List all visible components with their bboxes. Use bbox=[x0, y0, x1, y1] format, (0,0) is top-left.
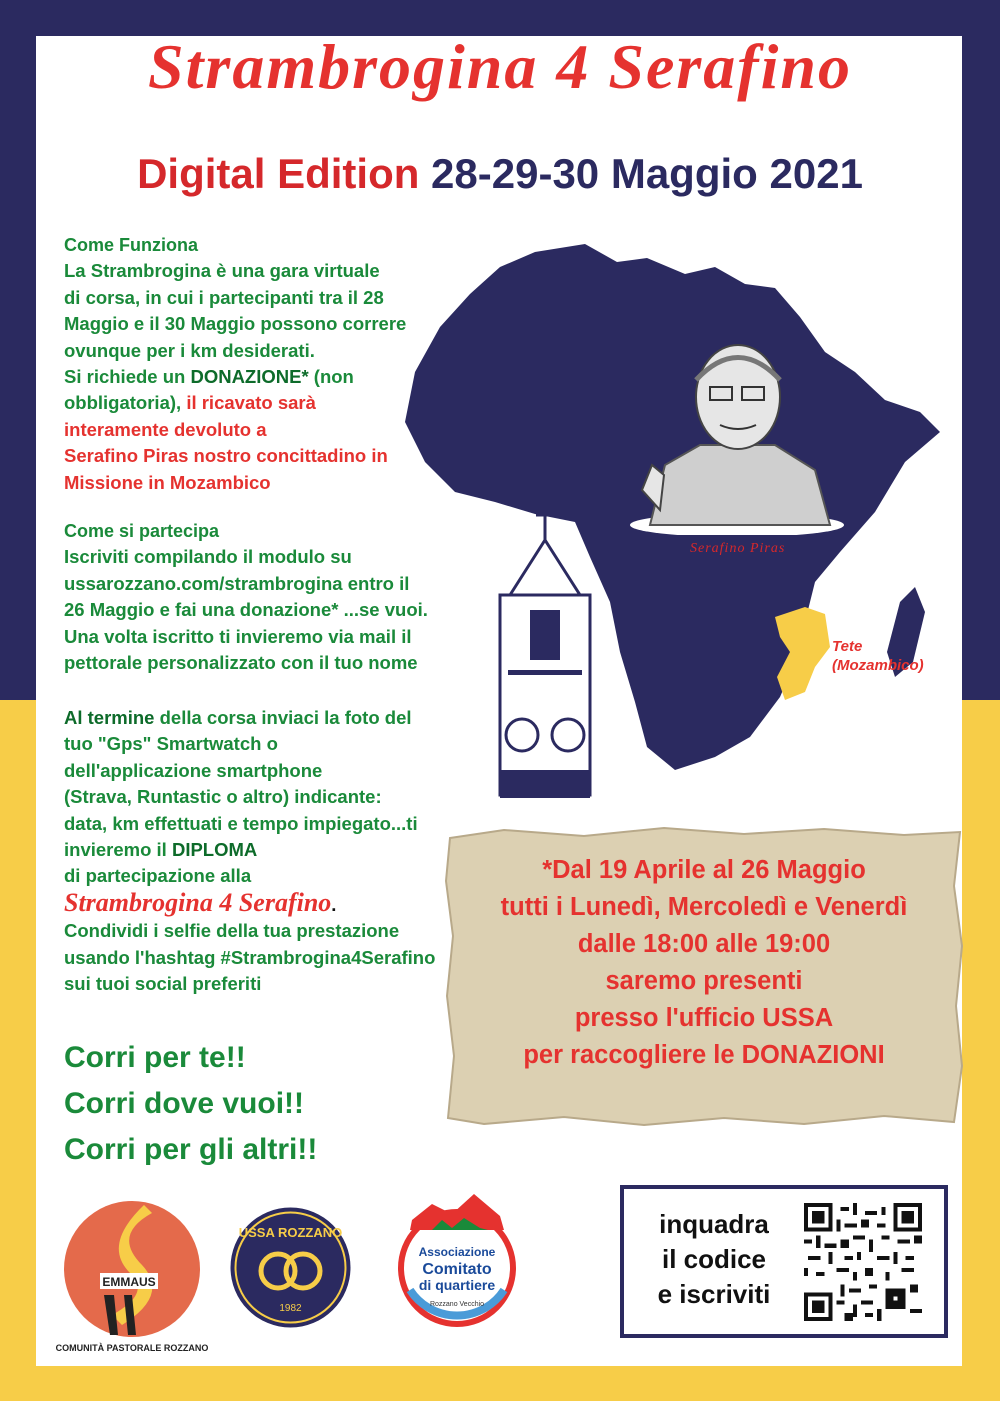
ussa-year: 1982 bbox=[279, 1303, 302, 1314]
ussa-rozzano-logo bbox=[228, 1205, 353, 1330]
comitato-quartiere-logo bbox=[392, 1180, 522, 1340]
qr-instructions: inquadra il codice e iscriviti bbox=[657, 1209, 771, 1309]
donazioni-keyword: DONAZIONI bbox=[741, 1041, 885, 1069]
slogans bbox=[64, 1035, 317, 1173]
al-termine-section: Al termine della corsa inviaci la foto del tuo "Gps" Smartwatch o dell'applicazione smartphone (Strava, Runtastic o altro) indicante: data, km effettuati e tempo impiegato...ti invieremo il DIPLOMA di partecipazione alla Strambrogina 4 Serafino. Condividi i selfie della tua prestazione usando l'hashtag #Strambrogina4Serafino sui tuoi social preferiti bbox=[64, 707, 436, 995]
comitato-line1: Associazione bbox=[418, 1245, 496, 1259]
comitato-line3: di quartiere bbox=[418, 1277, 496, 1293]
bell-tower-drawing bbox=[470, 500, 600, 800]
comitato-line4: Rozzano Vecchio bbox=[429, 1301, 485, 1308]
poster-title: Strambrogina 4 Serafino bbox=[148, 31, 852, 102]
comitato-line2: Comitato bbox=[422, 1261, 492, 1278]
slogan-3: Corri per gli altri!! bbox=[64, 1133, 318, 1166]
diploma-keyword: DIPLOMA bbox=[171, 839, 258, 861]
emmaus-ring-text: COMUNITÀ PASTORALE ROZZANO bbox=[55, 1343, 209, 1353]
al-termine-heading: Al termine bbox=[64, 707, 155, 728]
slogan-1: Corri per te!! bbox=[64, 1041, 246, 1074]
donazione-keyword: DONAZIONE* bbox=[190, 366, 309, 388]
edition-label: Digital Edition bbox=[137, 150, 420, 197]
tete-label: Tete (Mozambico) bbox=[832, 638, 924, 674]
come-si-partecipa-section: Come si partecipa Iscriviti compilando il modulo su ussarozzano.com/strambrogina entro il 26 Maggio e fai una donazione* ...se vuoi. Una volta iscritto ti invieremo via mail il pettorale personalizzato con il tuo nome bbox=[64, 518, 464, 676]
poster-subtitle bbox=[0, 150, 1000, 198]
ussa-name: USSA ROZZANO bbox=[238, 1225, 343, 1240]
come-funziona-section: Come Funziona La Strambrogina è una gara virtuale di corsa, in cui i partecipanti tra il 28 Maggio e il 30 Maggio possono correre ovunque per i km desiderati. Si richiede un DONAZIONE* (non obbligatoria), il ricavato sarà interamente devoluto a Serafino Piras nostro concittadino in Missione in Mozambico bbox=[64, 232, 464, 496]
event-name-script: Strambrogina 4 Serafino bbox=[64, 887, 332, 917]
hashtag: usando l'hashtag #Strambrogina4Serafino bbox=[64, 946, 436, 968]
emmaus-name: EMMAUS bbox=[102, 1275, 156, 1289]
donation-notice: *Dal 19 Aprile al 26 Maggio tutti i Lunedì, Mercoledì e Venerdì dalle 18:00 alle 19:00 saremo presenti presso l'ufficio USSA per raccogliere le DONAZIONI bbox=[500, 856, 908, 1069]
emmaus-logo bbox=[52, 1195, 212, 1355]
registration-url: ussarozzano.com/strambrogina entro il bbox=[64, 572, 410, 594]
qr-code[interactable] bbox=[804, 1203, 922, 1321]
slogan-2: Corri dove vuoi!! bbox=[64, 1087, 305, 1120]
portrait-caption: Serafino Piras bbox=[690, 541, 786, 556]
come-si-partecipa-heading: Come si partecipa bbox=[64, 521, 220, 541]
serafino-portrait bbox=[630, 325, 845, 535]
event-dates: 28-29-30 Maggio 2021 bbox=[431, 150, 863, 197]
come-funziona-heading: Come Funziona bbox=[64, 235, 198, 255]
qr-code-box bbox=[620, 1185, 948, 1338]
